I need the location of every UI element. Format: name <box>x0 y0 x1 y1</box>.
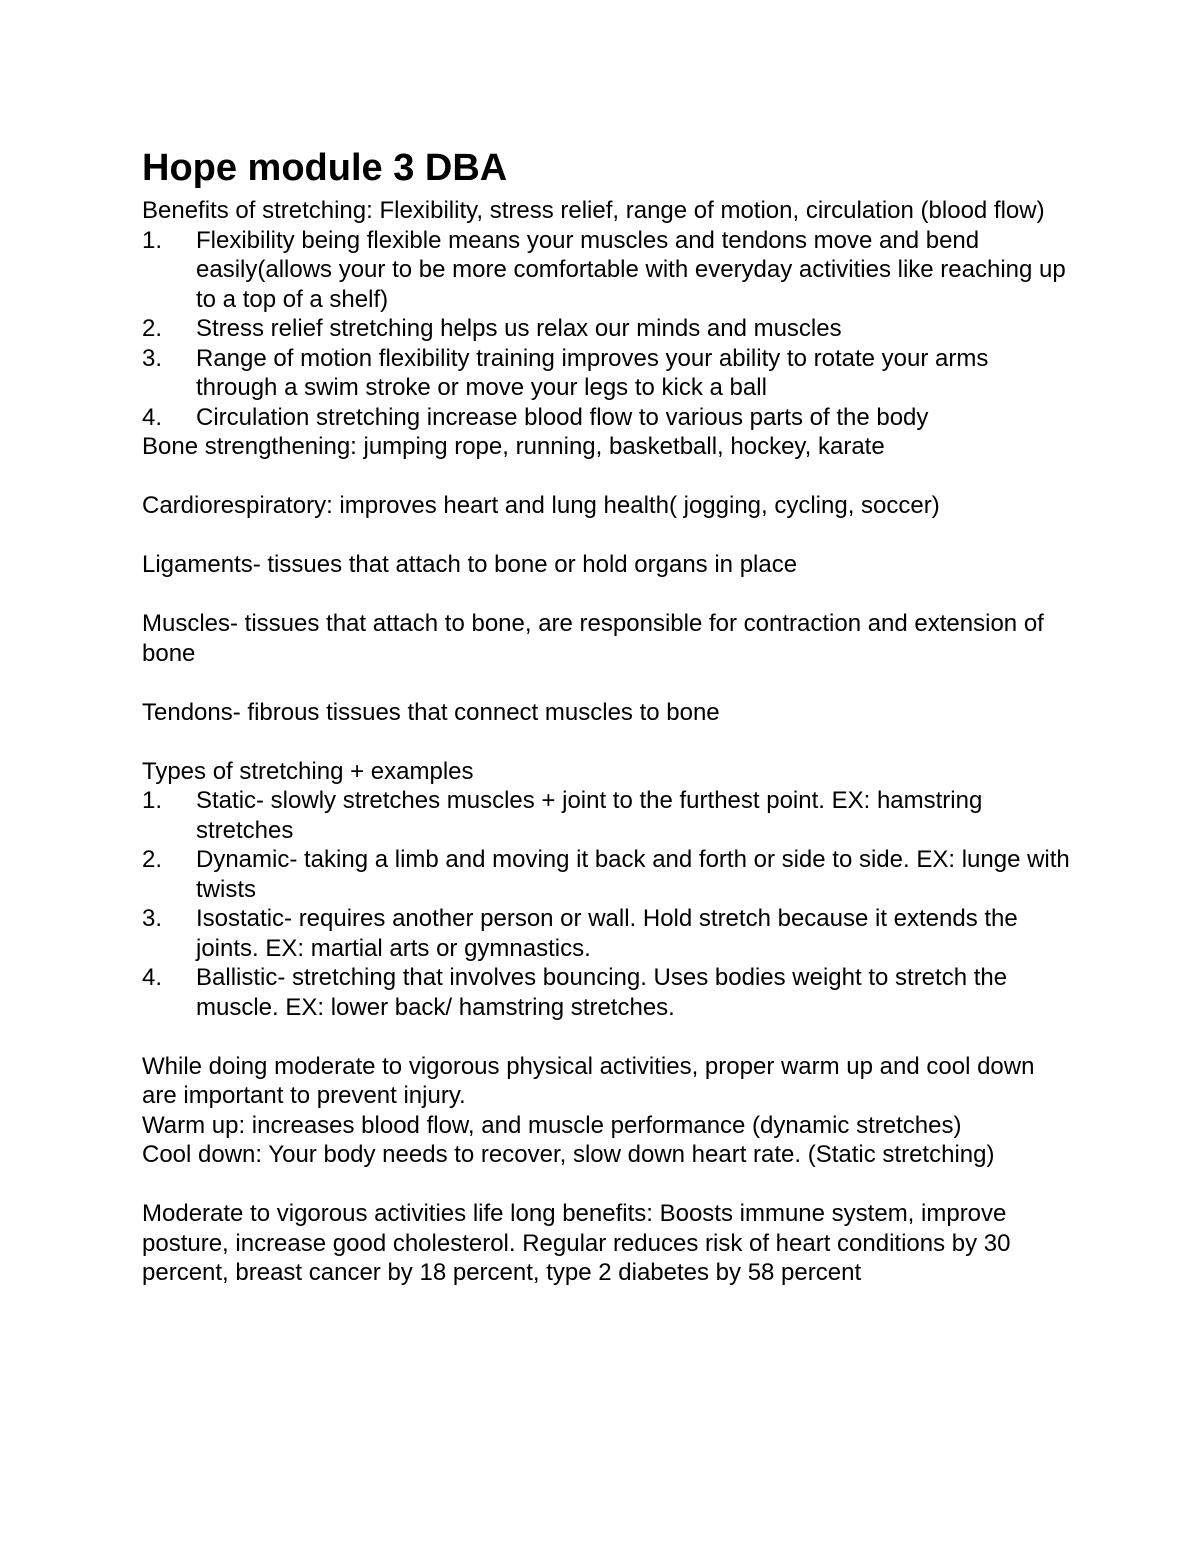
spacer <box>142 1022 1072 1052</box>
list-text: Isostatic- requires another person or wall. Hold stretch because it extends the joints. EX: martial arts or gymnastics. <box>196 905 1018 962</box>
list-text: Flexibility being flexible means your muscles and tendons move and bend easily(allows your to be more comfortable with everyday activities like reaching up to a top of a shelf) <box>196 226 1066 313</box>
list-item <box>142 314 1072 344</box>
bone-strengthening: Bone strengthening: jumping rope, running, basketball, hockey, karate <box>142 433 885 460</box>
list-number: 2. <box>142 315 163 342</box>
benefits-intro: Benefits of stretching: Flexibility, stress relief, range of motion, circulation (blood flow) <box>142 197 1045 224</box>
cardiorespiratory: Cardiorespiratory: improves heart and lung health( jogging, cycling, soccer) <box>142 492 940 519</box>
list-number: 3. <box>142 344 163 372</box>
spacer <box>142 462 1072 492</box>
list-text: Ballistic- stretching that involves bouncing. Uses bodies weight to stretch the muscle. EX: lower back/ hamstring stretches. <box>196 964 1008 1021</box>
benefits-list <box>142 226 1072 433</box>
list-item <box>142 403 1072 433</box>
cooldown-definition: Cool down: Your body needs to recover, slow down heart rate. (Static stretching) <box>142 1141 995 1168</box>
list-item <box>142 786 1072 845</box>
warmup-intro: While doing moderate to vigorous physical activities, proper warm up and cool down are important to prevent injury. <box>142 1052 1035 1109</box>
list-number: 4. <box>142 403 163 431</box>
list-number: 3. <box>142 905 163 932</box>
list-text: Range of motion flexibility training improves your ability to rotate your arms through a swim stroke or move your legs to kick a ball <box>196 344 989 401</box>
tendons-definition: Tendons- fibrous tissues that connect muscles to bone <box>142 698 720 726</box>
list-text: Dynamic- taking a limb and moving it back and forth or side to side. EX: lunge with twists <box>196 846 1070 903</box>
list-text: Stress relief stretching helps us relax our minds and muscles <box>196 315 842 342</box>
types-list <box>142 786 1072 1022</box>
spacer <box>142 580 1072 610</box>
list-item <box>142 226 1072 315</box>
list-number: 1. <box>142 226 163 254</box>
warmup-definition: Warm up: increases blood flow, and muscle performance (dynamic stretches) <box>142 1111 962 1139</box>
muscles-definition: Muscles- tissues that attach to bone, are responsible for contraction and extension of bone <box>142 610 1044 667</box>
ligaments-definition: Ligaments- tissues that attach to bone or hold organs in place <box>142 551 798 578</box>
list-text: Circulation stretching increase blood flow to various parts of the body <box>196 403 929 431</box>
list-item <box>142 963 1072 1022</box>
document-body <box>142 144 1072 1288</box>
lifelong-benefits: Moderate to vigorous activities life long benefits: Boosts immune system, improve posture, increase good cholesterol. Regular reduces risk of heart conditions by 30 percent, breast cancer by 18 percent, type 2 diabetes by 58 percent <box>142 1200 1011 1286</box>
list-number: 4. <box>142 964 163 991</box>
spacer <box>142 668 1072 698</box>
list-text: Static- slowly stretches muscles + joint to the furthest point. EX: hamstring stretches <box>196 787 983 844</box>
list-item <box>142 904 1072 963</box>
list-item <box>142 344 1072 403</box>
list-number: 2. <box>142 846 163 873</box>
list-item <box>142 845 1072 904</box>
list-number: 1. <box>142 787 163 814</box>
spacer <box>142 727 1072 757</box>
types-intro: Types of stretching + examples <box>142 757 474 785</box>
spacer <box>142 521 1072 551</box>
spacer <box>142 1170 1072 1200</box>
document-title: Hope module 3 DBA <box>142 147 508 189</box>
